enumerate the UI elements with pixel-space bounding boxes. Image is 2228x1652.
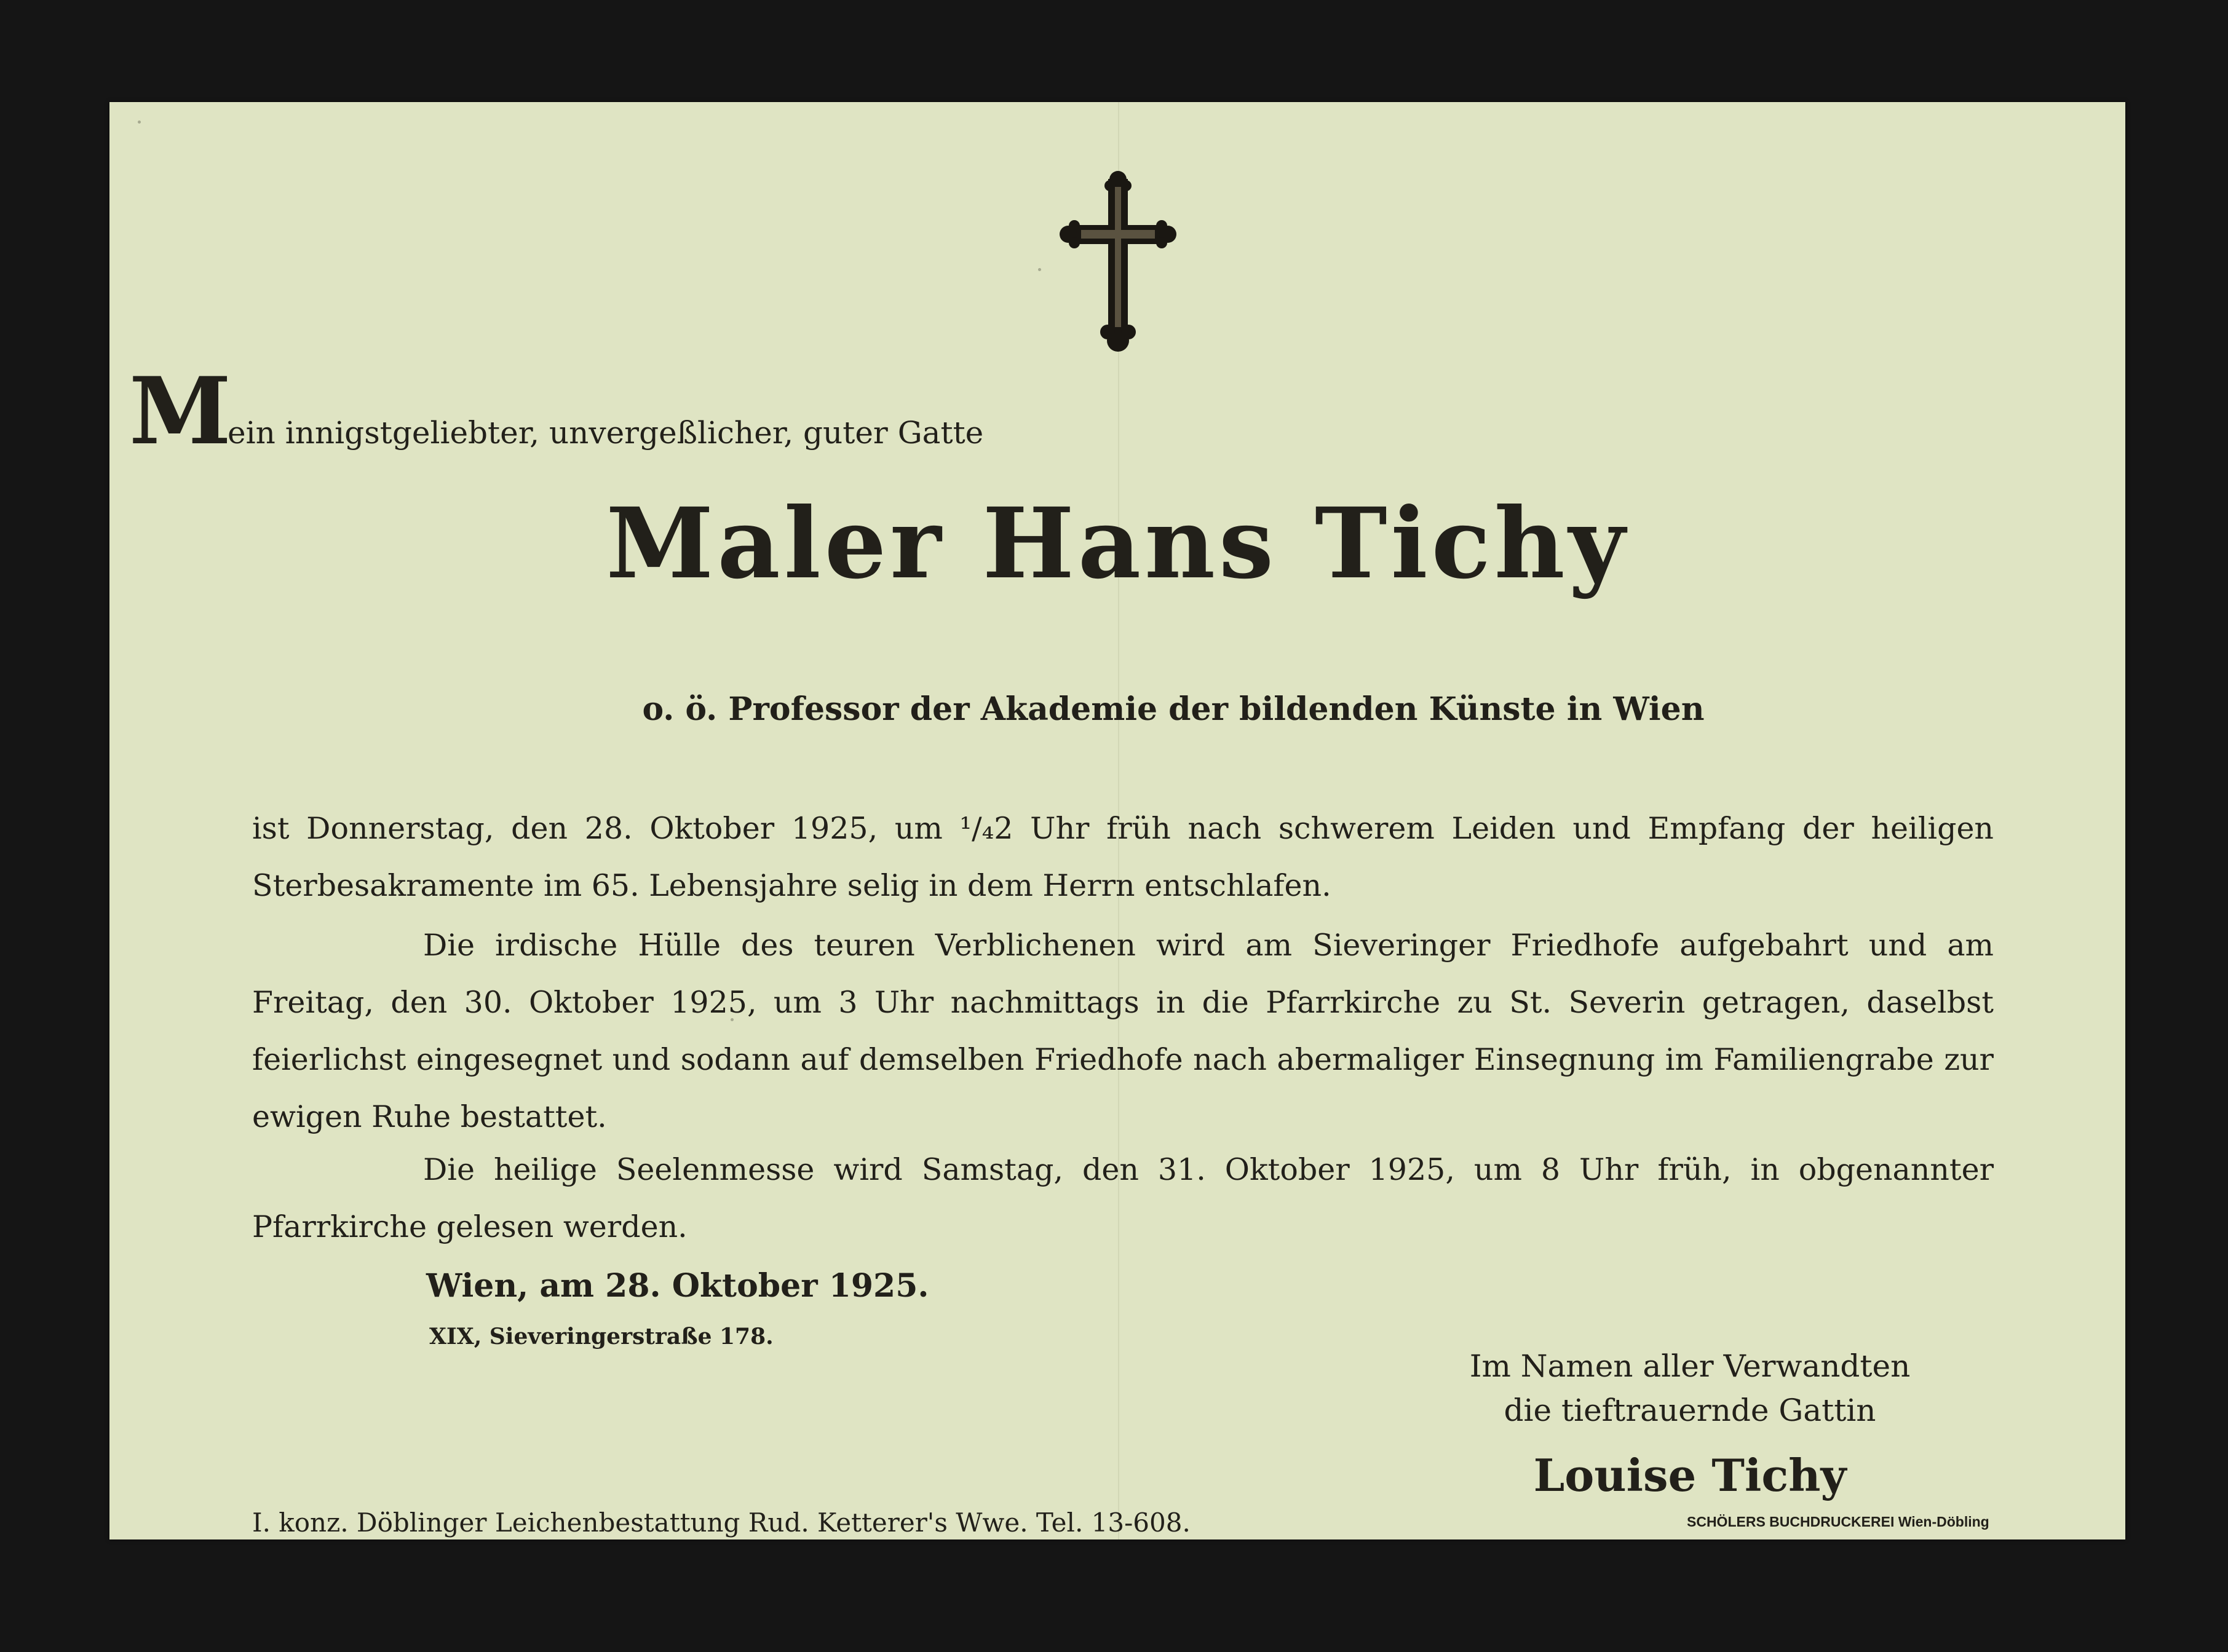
place-date: Wien, am 28. Oktober 1925.	[426, 1267, 929, 1305]
paper-speck	[1038, 268, 1041, 271]
signature-name: Louise Tichy	[1533, 1449, 1847, 1501]
signature-block	[1327, 1344, 2053, 1501]
paragraph-mass: Die heilige Seelenmesse wird Samstag, den 31. Oktober 1925, um 8 Uhr früh, in obgenannter Pfarrkirche gelesen werden.	[252, 1152, 1994, 1244]
paragraph-funeral: Die irdische Hülle des teuren Verblichenen wird am Sieveringer Friedhofe aufgebahrt und am Freitag, den 30. Oktober 1925, um 3 Uhr nachmittags in die Pfarrkirche zu St. Severin getragen, daselbst feierlichst eingesegnet und sodann auf demselben Friedhofe nach abermaliger Einsegnung im Familiengrabe zur ewigen Ruhe bestattet.	[252, 928, 1994, 1134]
deceased-title: o. ö. Professor der Akademie der bildenden Künste in Wien	[642, 690, 1705, 728]
paper-speck	[731, 1018, 734, 1021]
paragraph-death: ist Donnerstag, den 28. Oktober 1925, um ¹/₄2 Uhr früh nach schwerem Leiden und Empfang der heiligen Sterbesakramente im 65. Lebensjahre selig in dem Herrn entschlafen.	[252, 811, 1994, 903]
footer-printer: SCHÖLERS BUCHDRUCKEREI Wien-Döbling	[1687, 1514, 1989, 1530]
intro-line	[129, 357, 984, 465]
address: XIX, Sieveringerstraße 178.	[429, 1324, 774, 1350]
paper-speck	[138, 121, 141, 124]
obituary-notice	[109, 102, 2125, 1539]
drop-cap-initial: M	[129, 357, 228, 465]
deceased-name: Maler Hans Tichy	[606, 487, 1629, 601]
signature-line-1: Im Namen aller Verwandten	[1469, 1348, 1911, 1384]
intro-text: ein innigstgeliebter, unvergeßlicher, guter Gatte	[228, 415, 984, 451]
latin-cross-icon	[1053, 168, 1183, 359]
signature-line-2: die tieftrauernde Gattin	[1504, 1393, 1876, 1428]
footer-undertaker: I. konz. Döblinger Leichenbestattung Rud. Ketterer's Wwe. Tel. 13-608.	[252, 1508, 1191, 1538]
